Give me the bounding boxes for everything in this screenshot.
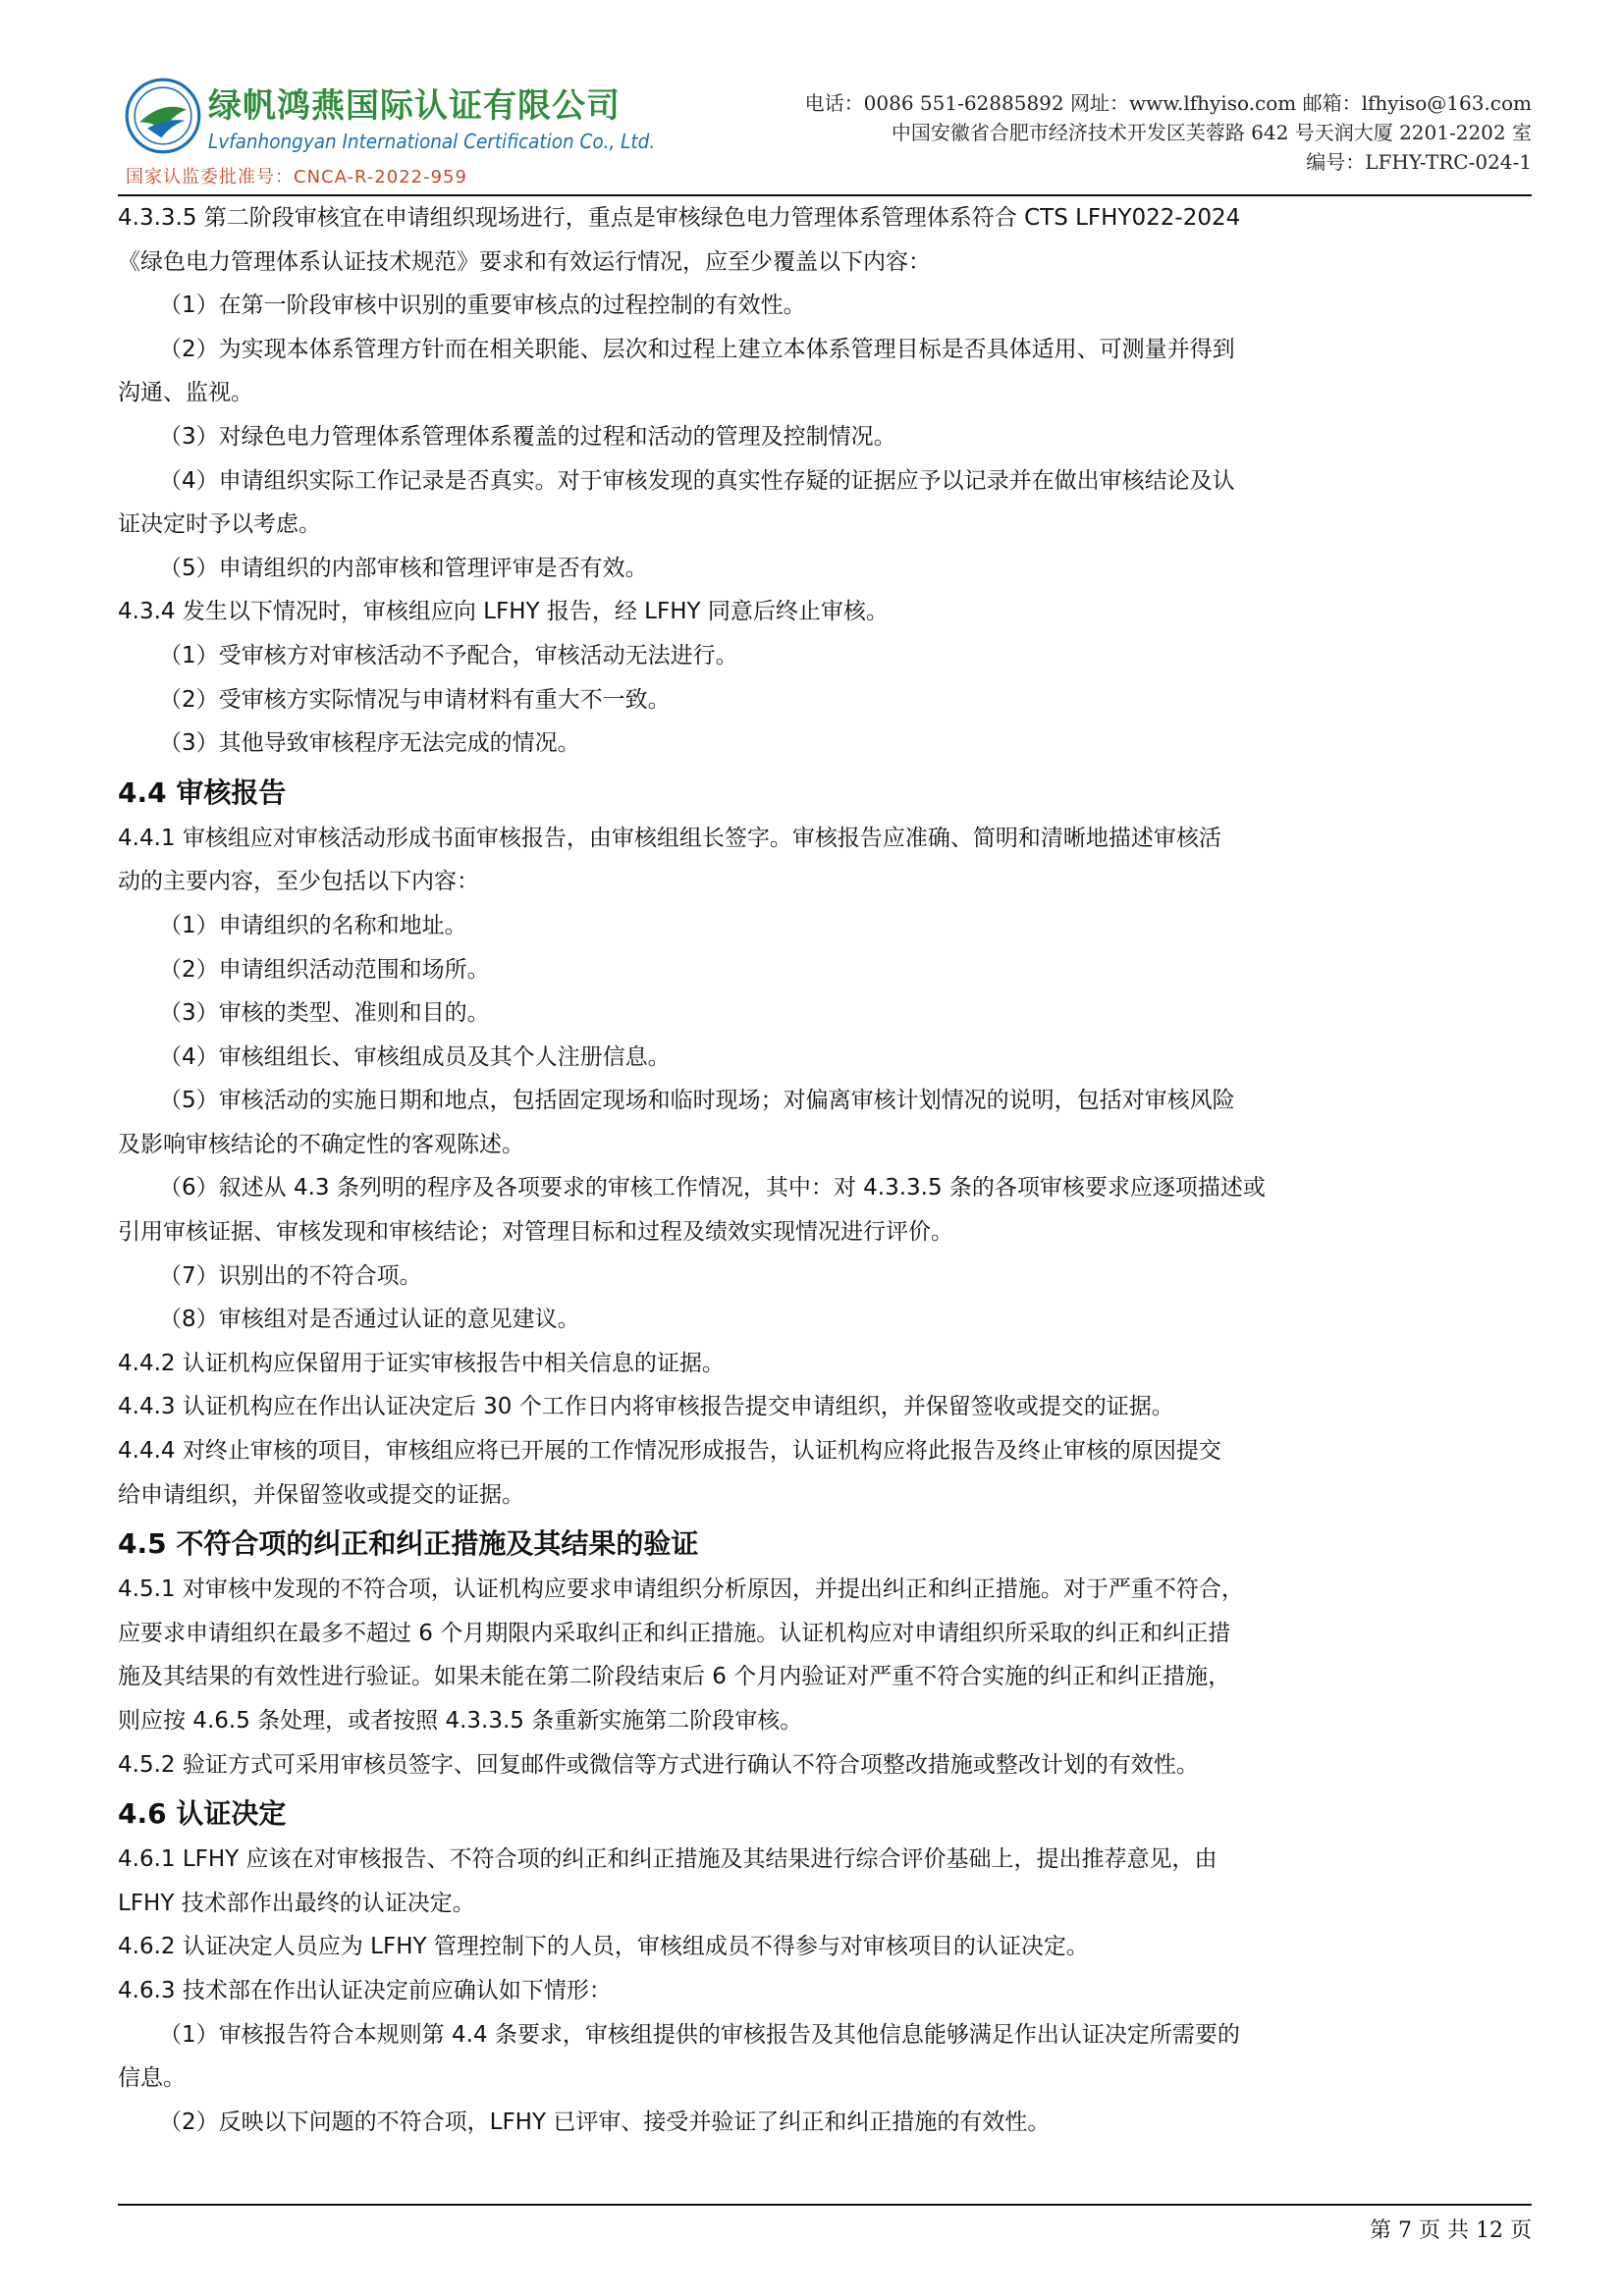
paragraph: LFHY 技术部作出最终的认证决定。 bbox=[118, 1890, 475, 1916]
paragraph: 施及其结果的有效性进行验证。如果未能在第二阶段结束后 6 个月内验证对严重不符合实施的纠正和纠正措施， bbox=[118, 1664, 1231, 1690]
paragraph: 4.6.1 LFHY 应该在对审核报告、不符合项的纠正和纠正措施及其结果进行综合评价基础上，提出推荐意见，由 bbox=[118, 1846, 1218, 1873]
paragraph: 4.5.1 对审核中发现的不符合项，认证机构应要求申请组织分析原因，并提出纠正和纠正措施。对于严重不符合， bbox=[118, 1576, 1244, 1603]
approval-number: 国家认监委批准号：CNCA-R-2022-959 bbox=[126, 167, 467, 187]
list-item: （4）申请组织实际工作记录是否真实。对于审核发现的真实性存疑的证据应予以记录并在做出审核结论及认 bbox=[159, 467, 1235, 494]
list-item: （5）申请组织的内部审核和管理评审是否有效。 bbox=[159, 555, 648, 581]
section-heading: 4.4 审核报告 bbox=[118, 775, 287, 809]
list-item-continuation: 及影响审核结论的不确定性的客观陈述。 bbox=[118, 1131, 524, 1157]
list-item: （1）在第一阶段审核中识别的重要审核点的过程控制的有效性。 bbox=[159, 293, 806, 319]
list-item: （3）审核的类型、准则和目的。 bbox=[159, 1000, 490, 1027]
contact-address: 中国安徽省合肥市经济技术开发区芙蓉路 642 号天润大厦 2201-2202 室 bbox=[891, 121, 1532, 144]
paragraph: 4.6.3 技术部在作出认证决定前应确认如下情形： bbox=[118, 1977, 612, 2003]
paragraph: 4.5.2 验证方式可采用审核员签字、回复邮件或微信等方式进行确认不符合项整改措施或整改计划的有效性。 bbox=[118, 1751, 1199, 1778]
paragraph: 则应按 4.6.5 条处理，或者按照 4.3.3.5 条重新实施第二阶段审核。 bbox=[118, 1708, 803, 1734]
list-item: （2）申请组织活动范围和场所。 bbox=[159, 956, 490, 983]
section-heading: 4.6 认证决定 bbox=[118, 1797, 287, 1831]
company-name-cn: 绿帆鸿燕国际认证有限公司 bbox=[208, 86, 621, 126]
paragraph: 4.4.2 认证机构应保留用于证实审核报告中相关信息的证据。 bbox=[118, 1350, 725, 1376]
list-item-continuation: 引用审核证据、审核发现和审核结论；对管理目标和过程及绩效实现情况进行评价。 bbox=[118, 1219, 953, 1246]
paragraph: 4.4.4 对终止审核的项目，审核组应将已开展的工作情况形成报告，认证机构应将此报告及终止审核的原因提交 bbox=[118, 1438, 1221, 1465]
document-number: 编号：LFHY-TRC-024-1 bbox=[1306, 150, 1532, 174]
list-item: （7）识别出的不符合项。 bbox=[159, 1262, 422, 1289]
paragraph: 4.3.3.5 第二阶段审核宜在申请组织现场进行，重点是审核绿色电力管理体系管理体系符合 CTS LFHY022-2024 bbox=[118, 205, 1241, 231]
paragraph: 给申请组织，并保留签收或提交的证据。 bbox=[118, 1481, 524, 1508]
list-item: （5）审核活动的实施日期和地点，包括固定现场和临时现场；对偏离审核计划情况的说明，包括对审核风险 bbox=[159, 1088, 1235, 1114]
company-name-en: Lvfanhongyan International Certification Co., Ltd. bbox=[208, 130, 656, 153]
section-heading: 4.5 不符合项的纠正和纠正措施及其结果的验证 bbox=[118, 1527, 699, 1561]
footer-rule bbox=[118, 2204, 1532, 2243]
list-item: （3）对绿色电力管理体系管理体系覆盖的过程和活动的管理及控制情况。 bbox=[159, 423, 896, 450]
letterhead bbox=[118, 71, 1532, 188]
list-item: （1）受审核方对审核活动不予配合，审核活动无法进行。 bbox=[159, 642, 738, 668]
paragraph: 4.4.3 认证机构应在作出认证决定后 30 个工作日内将审核报告提交申请组织，并保留签收或提交的证据。 bbox=[118, 1394, 1174, 1420]
contact-phone-web-email: 电话：0086 551-62885892 网址：www.lfhyiso.com 邮箱：lfhyiso@163.com bbox=[804, 91, 1532, 115]
list-item-continuation: 证决定时予以考虑。 bbox=[118, 511, 321, 538]
document-body bbox=[118, 196, 1532, 2144]
list-item: （1）审核报告符合本规则第 4.4 条要求，审核组提供的审核报告及其他信息能够满足作出认证决定所需要的 bbox=[159, 2021, 1240, 2048]
list-item: （1）申请组织的名称和地址。 bbox=[159, 912, 467, 938]
company-logo bbox=[124, 77, 202, 155]
paragraph: 《绿色电力管理体系认证技术规范》要求和有效运行情况，应至少覆盖以下内容： bbox=[118, 248, 931, 275]
list-item: （4）审核组组长、审核组成员及其个人注册信息。 bbox=[159, 1043, 671, 1070]
paragraph: 4.4.1 审核组应对审核活动形成书面审核报告，由审核组组长签字。审核报告应准确、简明和清晰地描述审核活 bbox=[118, 825, 1221, 851]
list-item: （8）审核组对是否通过认证的意见建议。 bbox=[159, 1307, 580, 1333]
list-item-continuation: 信息。 bbox=[118, 2065, 186, 2092]
list-item-continuation: 沟通、监视。 bbox=[118, 380, 253, 406]
list-item: （2）反映以下问题的不符合项，LFHY 已评审、接受并验证了纠正和纠正措施的有效性。 bbox=[159, 2109, 1051, 2135]
paragraph: 4.3.4 发生以下情况时，审核组应向 LFHY 报告，经 LFHY 同意后终止审核。 bbox=[118, 599, 889, 625]
contact-block bbox=[805, 88, 1532, 177]
paragraph: 应要求申请组织在最多不超过 6 个月期限内采取纠正和纠正措施。认证机构应对申请组织所采取的纠正和纠正措 bbox=[118, 1620, 1231, 1646]
list-item: （3）其他导致审核程序无法完成的情况。 bbox=[159, 730, 580, 757]
list-item: （6）叙述从 4.3 条列明的程序及各项要求的审核工作情况，其中：对 4.3.3.5 条的各项审核要求应逐项描述或 bbox=[159, 1175, 1266, 1201]
list-item: （2）为实现本体系管理方针而在相关职能、层次和过程上建立本体系管理目标是否具体适用、可测量并得到 bbox=[159, 336, 1235, 362]
paragraph: 4.6.2 认证决定人员应为 LFHY 管理控制下的人员，审核组成员不得参与对审核项目的认证决定。 bbox=[118, 1934, 1089, 1960]
page-number: 第 7 页 共 12 页 bbox=[1370, 2218, 1532, 2243]
paragraph: 动的主要内容，至少包括以下内容： bbox=[118, 869, 479, 895]
list-item: （2）受审核方实际情况与申请材料有重大不一致。 bbox=[159, 686, 671, 713]
